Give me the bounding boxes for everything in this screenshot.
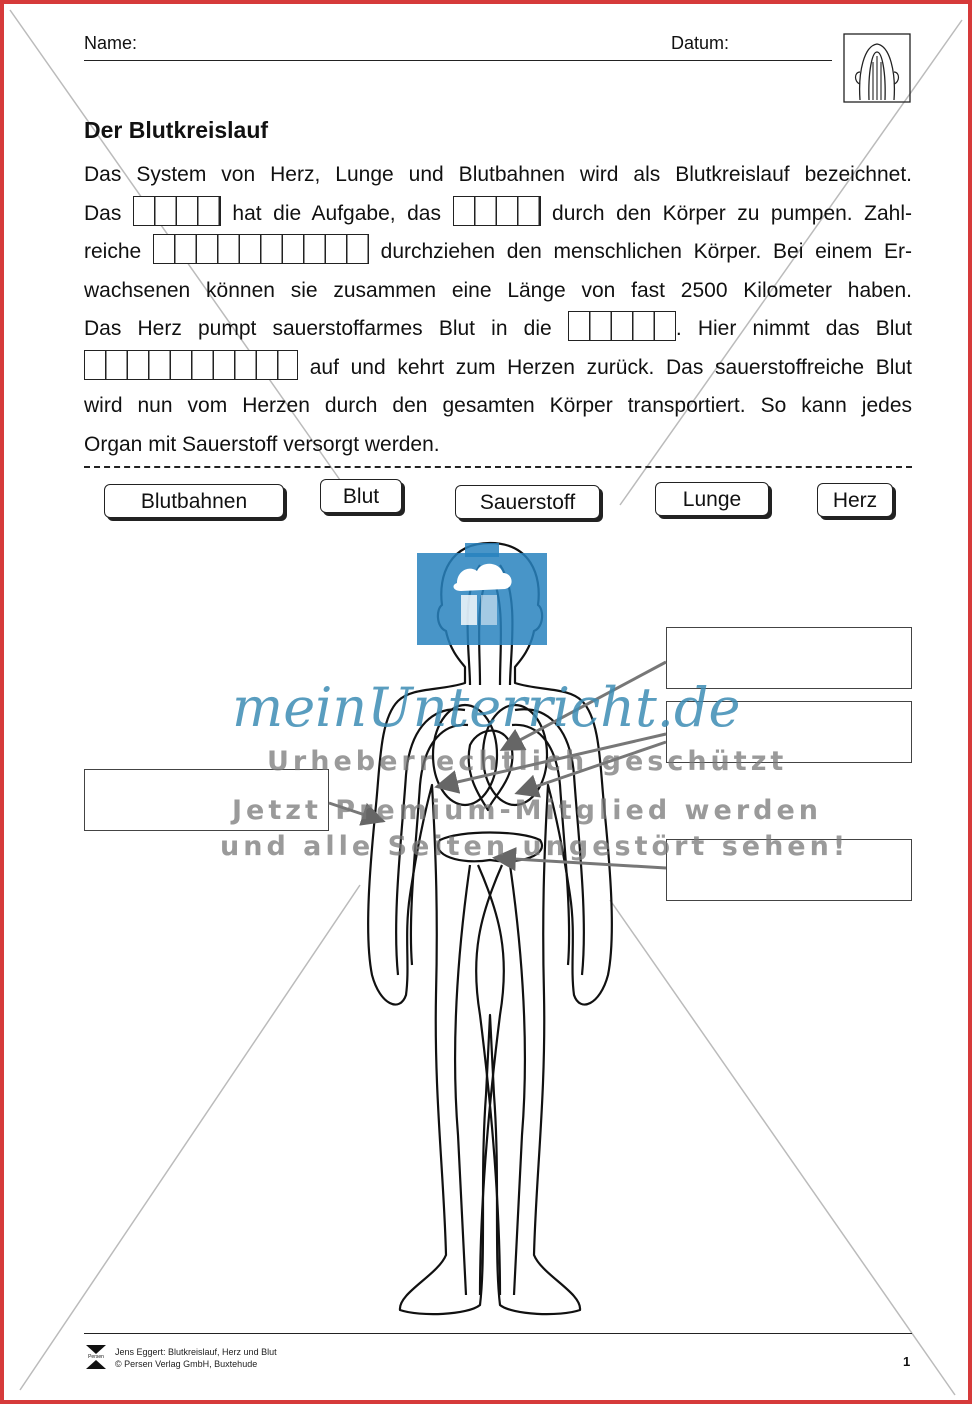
text-segment: . Hier nimmt das Blut bbox=[675, 317, 912, 340]
watermark-premium: Jetzt Premium-Mitglied werden bbox=[232, 795, 822, 826]
text-segment: reiche bbox=[84, 240, 142, 263]
date-label: Datum: bbox=[671, 33, 730, 53]
watermark-unlock: und alle Seiten ungestört sehen! bbox=[220, 831, 850, 862]
name-label: Name: bbox=[84, 33, 138, 53]
text-segment: Das Herz pumpt sauerstoffarmes Blut in die bbox=[84, 317, 552, 340]
text-segment: Das bbox=[84, 201, 122, 225]
word-card-herz[interactable]: Herz bbox=[817, 483, 893, 517]
text-line: Organ mit Sauerstoff versorgt werden. bbox=[84, 432, 440, 456]
footer-line bbox=[84, 1333, 912, 1334]
watermark-logo: meinUnterricht.de bbox=[232, 676, 741, 739]
word-card-blut[interactable]: Blut bbox=[320, 479, 402, 513]
footer-credit-author: Jens Eggert: Blutkreislauf, Herz und Blut bbox=[115, 1347, 277, 1357]
text-segment: hat die Aufgabe, das bbox=[232, 201, 441, 225]
word-card-lunge[interactable]: Lunge bbox=[655, 482, 769, 516]
footer-credit-publisher: © Persen Verlag GmbH, Buxtehude bbox=[115, 1359, 258, 1369]
text-segment: durchziehen den menschlichen Körper. Bei einem Er- bbox=[380, 240, 912, 263]
text-line: wachsenen können sie zusammen eine Länge von fast 2500 Kilometer haben. bbox=[84, 278, 912, 302]
word-card-blutbahnen[interactable]: Blutbahnen bbox=[104, 484, 284, 518]
text-segment: durch den Körper zu pumpen. Zahl- bbox=[552, 201, 912, 225]
text-line: Das System von Herz, Lunge und Blutbahnen wird als Blutkreislauf bezeichnet. bbox=[84, 163, 912, 186]
watermark-copyright: Urheberrechtlich geschützt bbox=[267, 746, 788, 777]
worksheet-title: Der Blutkreislauf bbox=[84, 117, 269, 143]
text-line: wird nun vom Herzen durch den gesamten Körper transportiert. So kann jedes bbox=[84, 394, 912, 417]
persen-logo-text: Persen bbox=[84, 1354, 108, 1360]
word-card-sauerstoff[interactable]: Sauerstoff bbox=[455, 485, 600, 519]
text-segment: auf und kehrt zum Herzen zurück. Das sauerstoffreiche Blut bbox=[309, 355, 912, 379]
page-number: 1 bbox=[903, 1354, 911, 1369]
watermark-briefcase-icon bbox=[417, 543, 547, 645]
